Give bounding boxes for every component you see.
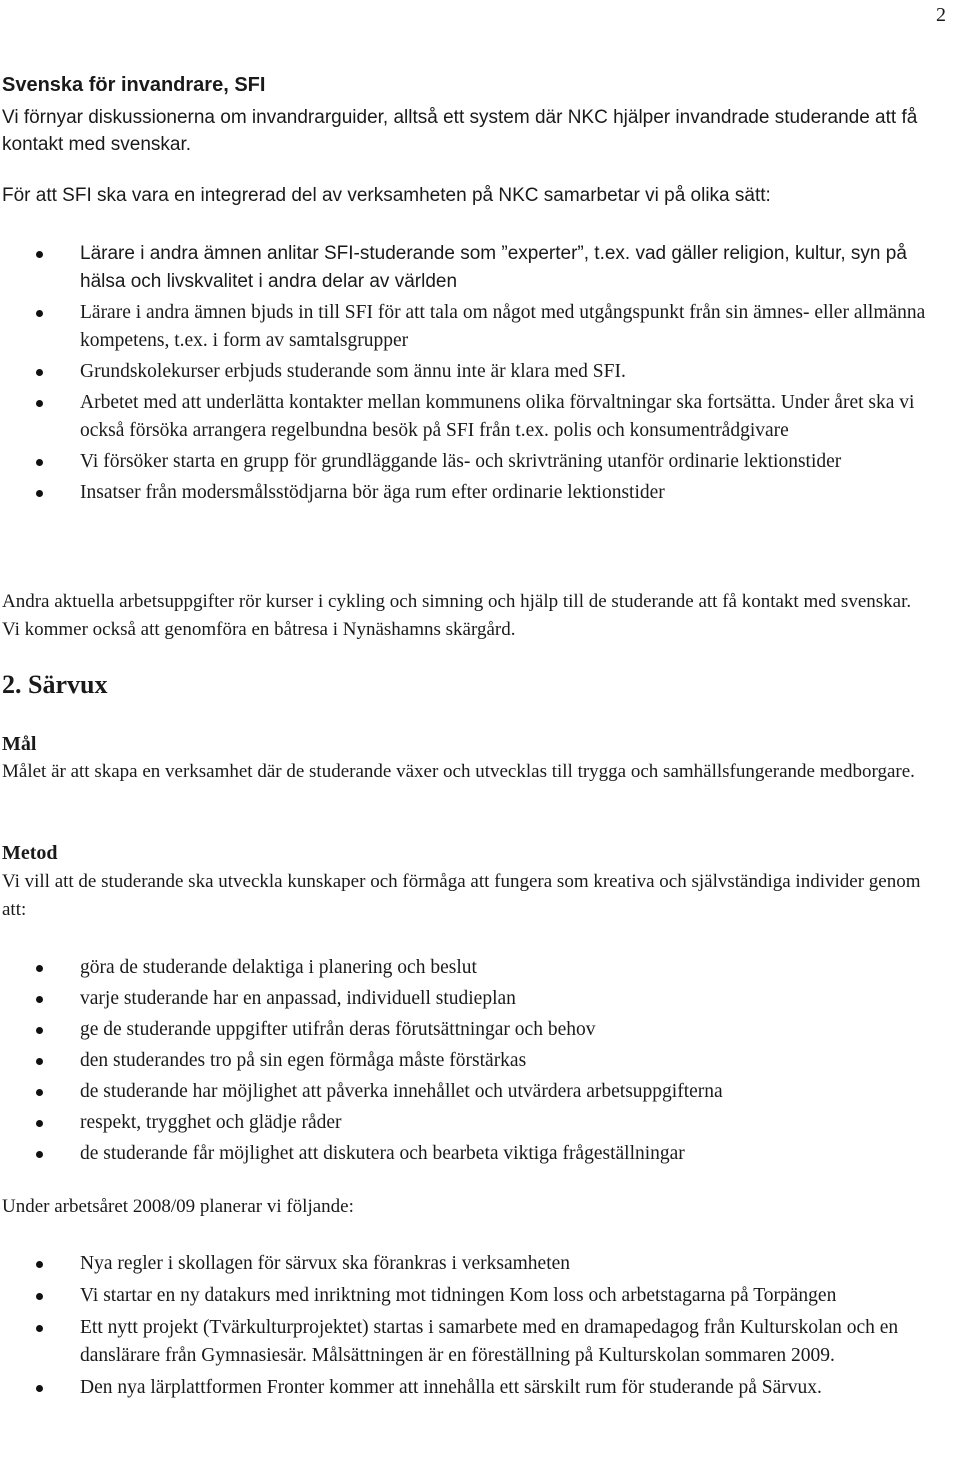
list-item	[0, 479, 950, 507]
bullet-icon	[36, 996, 43, 1003]
list-item	[0, 1109, 950, 1137]
sfi-lead: För att SFI ska vara en integrerad del av verksamheten på NKC samarbetar vi på olika sätt:	[2, 185, 771, 206]
list-item-text: Vi startar en ny datakurs med inriktning mot tidningen Kom loss och arbetstagarna på Torpängen	[80, 1285, 837, 1306]
list-item	[0, 1016, 950, 1044]
bullet-icon	[36, 965, 43, 972]
list-item	[0, 389, 950, 445]
bullet-icon	[36, 1120, 43, 1127]
bullet-icon	[36, 369, 43, 376]
method-bullet-list	[0, 954, 950, 1168]
list-item-text: Vi försöker starta en grupp för grundläggande läs- och skrivträning utanför ordinarie lektionstider	[80, 451, 842, 472]
list-item-text: de studerande har möjlighet att påverka innehållet och utvärdera arbetsuppgifterna	[80, 1081, 723, 1102]
plan-bullet-list	[0, 1250, 950, 1402]
list-item-text: Ett nytt projekt (Tvärkulturprojektet) startas i samarbete med en dramapedagog från Kulturskolan och en danslärare från Gymnasiesär. Målsättningen är en föreställning på Kulturskolan sommaren 2009.	[80, 1317, 899, 1366]
list-item	[0, 985, 950, 1013]
list-item	[0, 1314, 950, 1370]
list-item	[0, 1282, 950, 1310]
list-item-text: Lärare i andra ämnen anlitar SFI-studerande som ”experter”, t.ex. vad gäller religion, kultur, syn på hälsa och livskvalitet i andra delar av världen	[80, 243, 907, 292]
list-item-text: Insatser från modersmålsstödjarna bör äga rum efter ordinarie lektionstider	[80, 482, 665, 503]
bullet-icon	[36, 1261, 43, 1268]
list-item	[0, 1374, 950, 1402]
bullet-icon	[36, 400, 43, 407]
list-item-text: ge de studerande uppgifter utifrån deras förutsättningar och behov	[80, 1019, 596, 1040]
bullet-icon	[36, 251, 43, 258]
list-item-text: den studerandes tro på sin egen förmåga måste förstärkas	[80, 1050, 527, 1071]
list-item	[0, 448, 950, 476]
bullet-icon	[36, 1027, 43, 1034]
list-item	[0, 1250, 950, 1278]
list-item	[0, 358, 950, 386]
list-item-text: Grundskolekurser erbjuds studerande som ännu inte är klara med SFI.	[80, 361, 626, 382]
section-title-sfi: Svenska för invandrare, SFI	[2, 74, 266, 96]
bullet-icon	[36, 1325, 43, 1332]
method-text: Vi vill att de studerande ska utveckla kunskaper och förmåga att fungera som kreativa och självständiga individer genom att:	[2, 871, 921, 920]
list-item	[0, 954, 950, 982]
page-number: 2	[936, 4, 946, 26]
list-item-text: de studerande får möjlighet att diskutera och bearbeta viktiga frågeställningar	[80, 1143, 685, 1164]
plan-intro: Under arbetsåret 2008/09 planerar vi följande:	[2, 1196, 354, 1217]
list-item-text: göra de studerande delaktiga i planering och beslut	[80, 957, 477, 978]
list-item-text: varje studerande har en anpassad, individuell studieplan	[80, 988, 516, 1009]
goal-text: Målet är att skapa en verksamhet där de studerande växer och utvecklas till trygga och samhällsfungerande medborgare.	[2, 761, 915, 782]
list-item	[0, 1047, 950, 1075]
list-item	[0, 1140, 950, 1168]
list-item-text: Arbetet med att underlätta kontakter mellan kommunens olika förvaltningar ska fortsätta. Under året ska vi också försöka arrangera regelbundna besök på SFI från t.ex. polis och konsumentrådgivare	[80, 392, 915, 441]
sfi-other-tasks: Andra aktuella arbetsuppgifter rör kurser i cykling och simning och hjälp till de studerande att få kontakt med svenskar. Vi kommer också att genomföra en båtresa i Nynäshamns skärgård.	[2, 591, 912, 640]
bullet-icon	[36, 1089, 43, 1096]
heading-goal: Mål	[2, 733, 37, 755]
sfi-intro: Vi förnyar diskussionerna om invandrarguider, alltså ett system där NKC hjälper invandrade studerande att få kontakt med svenskar.	[2, 107, 918, 155]
list-item-text: Lärare i andra ämnen bjuds in till SFI för att tala om något med utgångspunkt från sin ämnes- eller allmänna kompetens, t.ex. i form av samtalsgrupper	[80, 302, 926, 351]
list-item	[0, 299, 950, 355]
heading-method: Metod	[2, 842, 58, 864]
bullet-icon	[36, 459, 43, 466]
list-item-text: respekt, trygghet och glädje råder	[80, 1112, 342, 1133]
bullet-icon	[36, 310, 43, 317]
bullet-icon	[36, 1293, 43, 1300]
list-item-text: Nya regler i skollagen för särvux ska förankras i verksamheten	[80, 1253, 571, 1274]
heading-sarvux: 2. Särvux	[2, 670, 108, 699]
bullet-icon	[36, 1151, 43, 1158]
sfi-bullet-list	[0, 240, 950, 507]
list-item	[0, 240, 950, 296]
list-item-text: Den nya lärplattformen Fronter kommer att innehålla ett särskilt rum för studerande på Särvux.	[80, 1377, 822, 1398]
bullet-icon	[36, 1058, 43, 1065]
bullet-icon	[36, 1385, 43, 1392]
list-item	[0, 1078, 950, 1106]
bullet-icon	[36, 490, 43, 497]
